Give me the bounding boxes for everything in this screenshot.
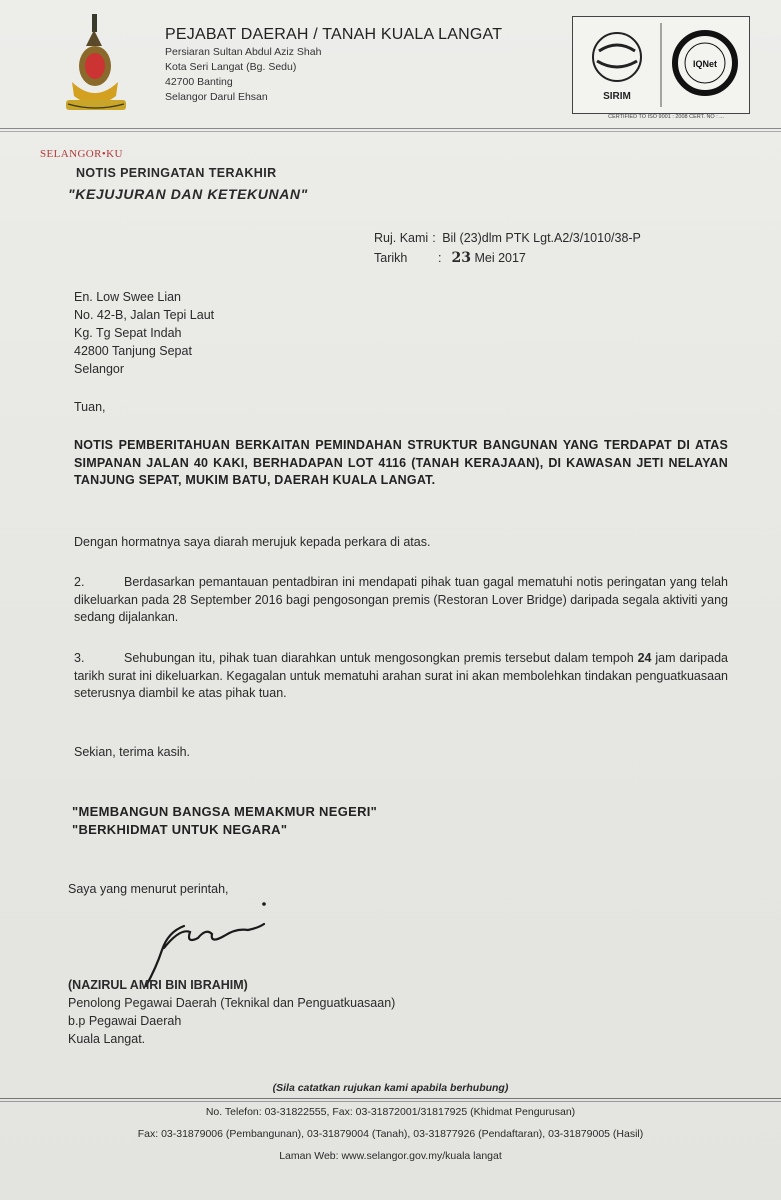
- footer-fax: Fax: 03-31879006 (Pembangunan), 03-31879004 (Tanah), 03-31877926 (Pendaftaran), 03-31879005 (Hasil): [137, 1128, 644, 1140]
- sign-off: Saya yang menurut perintah,: [68, 882, 229, 896]
- certification-caption: CERTIFIED TO ISO 9001 : 2008 CERT. NO : ...: [608, 114, 724, 120]
- signature-icon: [128, 898, 288, 990]
- address-line: Kota Seri Langat (Bg. Sedu): [165, 61, 297, 73]
- header-divider: [0, 128, 781, 129]
- footer-phone: No. Telefon: 03-31822555, Fax: 03-31872001/31817925 (Khidmat Pengurusan): [205, 1106, 576, 1118]
- footer-divider: [0, 1098, 781, 1099]
- paragraph-3: 3. Sehubungan itu, pihak tuan diarahkan untuk mengosongkan premis tersebut dalam tempoh 24 jam daripada tarikh surat ini dikeluarkan. Kegagalan untuk mematuhi arahan surat ini akan membolehkan tindakan penguatkuasaan seterusnya diambil ke atas pihak tuan.: [74, 651, 728, 700]
- signatory-name: (NAZIRUL AMRI BIN IBRAHIM): [68, 978, 248, 992]
- footer-divider: [0, 1101, 781, 1102]
- address-line: 42700 Banting: [165, 76, 233, 88]
- paragraph-number: 3.: [74, 651, 85, 665]
- motto-top: "KEJUJURAN DAN KETEKUNAN": [68, 186, 308, 202]
- footer-website: Laman Web: www.selangor.gov.my/kuala langat: [279, 1150, 502, 1162]
- recipient-line: En. Low Swee Lian: [74, 290, 182, 304]
- signatory-place: Kuala Langat.: [68, 1032, 146, 1046]
- paragraph-number: 2.: [74, 575, 85, 589]
- recipient-line: Selangor: [74, 362, 125, 376]
- subject-heading: NOTIS PEMBERITAHUAN BERKAITAN PEMINDAHAN STRUKTUR BANGUNAN YANG TERDAPAT DI ATAS SIMPANAN JALAN 40 KAKI, BERHADAPAN LOT 4116 (TANAH KERAJAAN), DI KAWASAN JETI NELAYAN TANJUNG SEPAT, MUKIM BATU, DAERAH KUALA LANGAT.: [74, 438, 728, 487]
- paragraph-2: [74, 574, 728, 627]
- motto-line: "MEMBANGUN BANGSA MEMAKMUR NEGERI": [72, 804, 378, 819]
- opening-paragraph: Dengan hormatnya saya diarah merujuk kepada perkara di atas.: [74, 535, 431, 549]
- deadline-hours: 24: [637, 651, 652, 665]
- certification-logos-icon: [573, 17, 749, 113]
- notice-title: NOTIS PERINGATAN TERAKHIR: [76, 166, 277, 180]
- ref-value: Bil (23)dlm PTK Lgt.A2/3/1010/38-P: [442, 231, 641, 245]
- sirim-text: SIRIM: [603, 91, 631, 102]
- office-name: PEJABAT DAERAH / TANAH KUALA LANGAT: [165, 26, 503, 43]
- address-line: Selangor Darul Ehsan: [165, 91, 268, 103]
- closing: Sekian, terima kasih.: [74, 745, 191, 759]
- iqnet-text: IQNet: [692, 59, 718, 69]
- recipient-line: No. 42-B, Jalan Tepi Laut: [74, 308, 215, 322]
- date-month-year: Mei 2017: [474, 251, 526, 265]
- date-day: 23: [451, 250, 471, 266]
- recipient-line: 42800 Tanjung Sepat: [74, 344, 192, 358]
- selangor-crest-icon: [58, 12, 134, 122]
- paragraph-text: Berdasarkan pemantauan pentadbiran ini mendapati pihak tuan gagal mematuhi notis peringatan yang telah dikeluarkan pada 28 September 2016 bagi pengosongan premis (Restoran Lover Bridge) daripada segala aktiviti yang sedang dijalankan.: [74, 575, 728, 624]
- signatory-on-behalf: b.p Pegawai Daerah: [68, 1014, 182, 1028]
- selangorku-stamp: SELANGOR•KU: [40, 148, 123, 160]
- date-line: Tarikh : 23 Mei 2017: [374, 250, 526, 266]
- ref-label: Ruj. Kami: [374, 231, 429, 245]
- header-divider: [0, 131, 781, 132]
- date-label: Tarikh: [374, 251, 408, 265]
- reference-line: Ruj. Kami : Bil (23)dlm PTK Lgt.A2/3/1010/38-P: [374, 231, 641, 245]
- footer-note: (Sila catatkan rujukan kami apabila berhubung): [272, 1082, 509, 1094]
- salutation: Tuan,: [74, 400, 106, 414]
- motto-line: "BERKHIDMAT UNTUK NEGARA": [72, 822, 288, 837]
- recipient-line: Kg. Tg Sepat Indah: [74, 326, 182, 340]
- signatory-title: Penolong Pegawai Daerah (Teknikal dan Penguatkuasaan): [68, 996, 396, 1010]
- certification-box: [572, 16, 750, 114]
- address-line: Persiaran Sultan Abdul Aziz Shah: [165, 46, 322, 58]
